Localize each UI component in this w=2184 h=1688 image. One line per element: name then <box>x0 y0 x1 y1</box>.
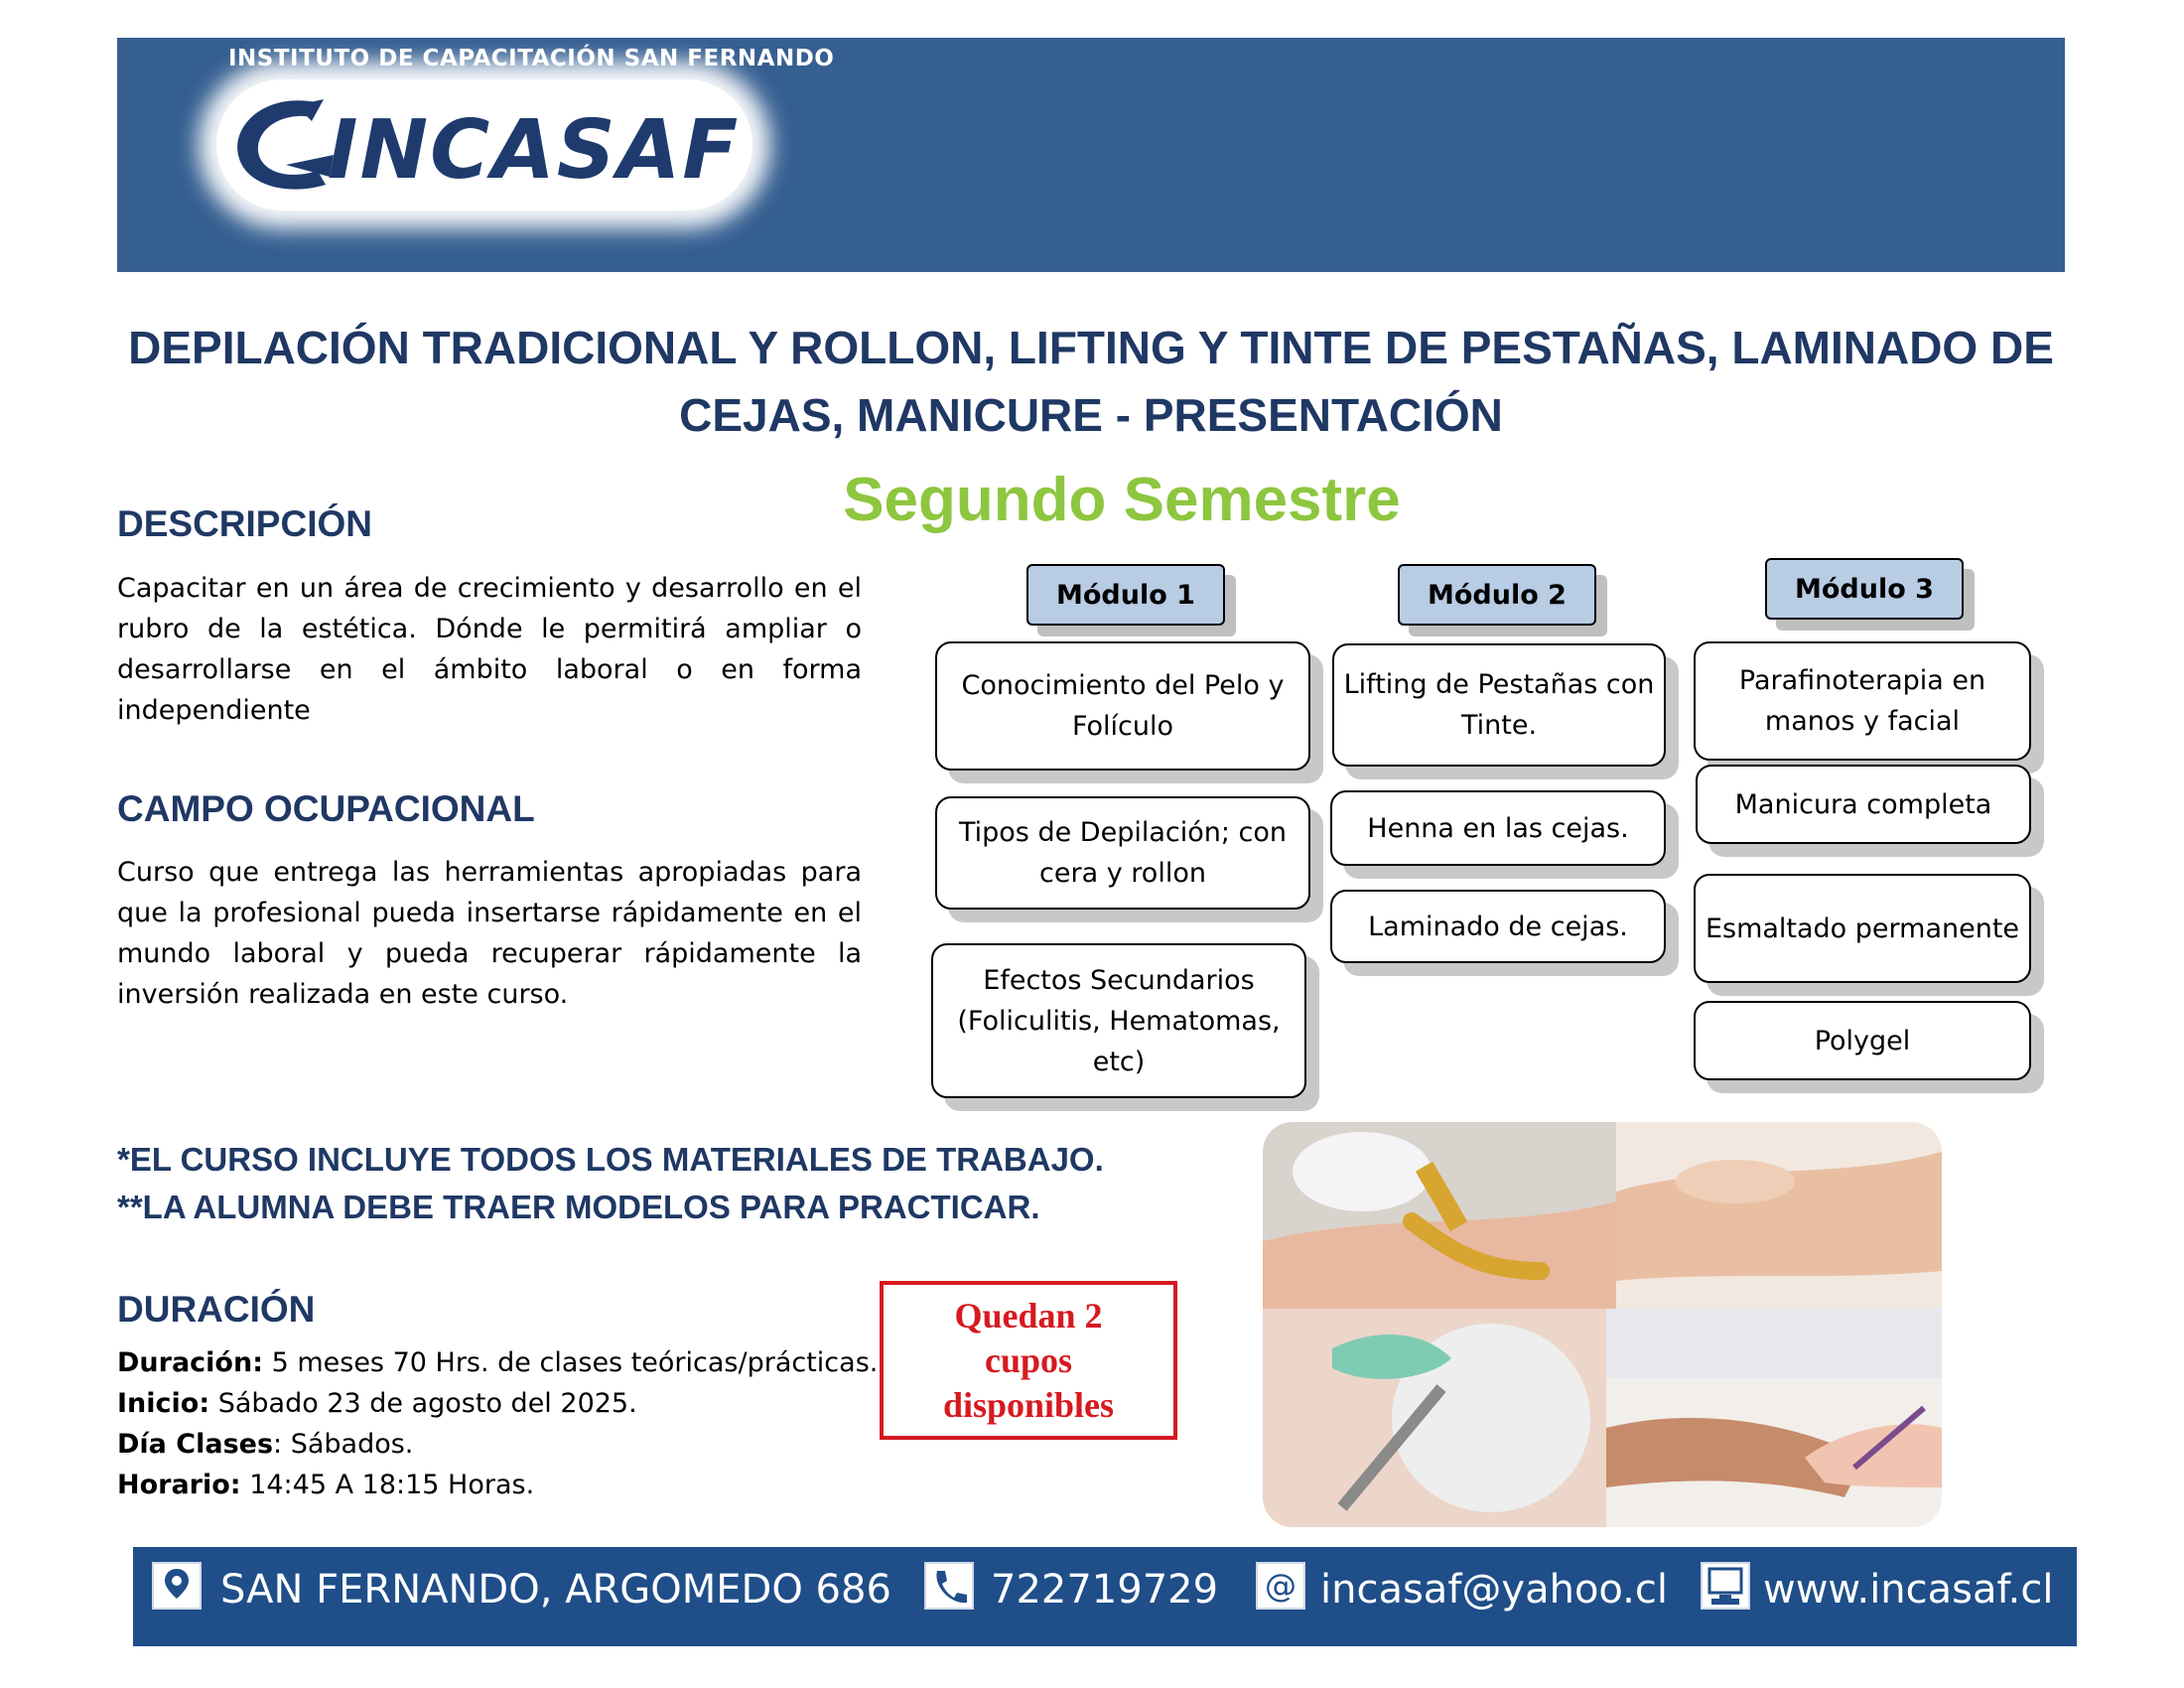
duration-details <box>117 1342 878 1505</box>
waxing-photo <box>1263 1122 1616 1309</box>
note-models: **LA ALUMNA DEBE TRAER MODELOS PARA PRACTICAR. <box>117 1189 1040 1225</box>
module-2-item: Henna en las cejas. <box>1330 790 1666 866</box>
logo-wordmark: INCASAF <box>328 103 741 198</box>
start-line: Inicio: Sábado 23 de agosto del 2025. <box>117 1388 637 1419</box>
duration-line: Duración: 5 meses 70 Hrs. de clases teóricas/prácticas. <box>117 1347 879 1378</box>
module-3-item: Polygel <box>1694 1001 2031 1080</box>
photo-collage <box>1263 1122 1942 1527</box>
module-3-item: Manicura completa <box>1696 765 2031 844</box>
page-title: DEPILACIÓN TRADICIONAL Y ROLLON, LIFTING Y TINTE DE PESTAÑAS, LAMINADO DE CEJAS, MANICURE - PRESENTACIÓN <box>128 322 2054 441</box>
footer-website[interactable]: www.incasaf.cl <box>1763 1567 2054 1613</box>
svg-text:@: @ <box>1265 1567 1297 1605</box>
schedule-line: Horario: 14:45 A 18:15 Horas. <box>117 1470 535 1500</box>
campo-text: Curso que entrega las herramientas apropiadas para que la profesional pueda insertarse rápidamente en el mundo laboral y pueda recuperar rápidamente la inversión realizada en este curso. <box>117 857 862 1010</box>
module-2-item: Lifting de Pestañas con Tinte. <box>1332 643 1666 767</box>
course-notes <box>117 1136 1104 1231</box>
module-2-item: Laminado de cejas. <box>1330 890 1666 963</box>
footer-email[interactable]: incasaf@yahoo.cl <box>1320 1567 1668 1613</box>
description-text: Capacitar en un área de crecimiento y desarrollo en el rubro de la estética. Dónde le permitirá ampliar o desarrollarse en el ámbito laboral o en forma independiente <box>117 573 862 726</box>
campo-heading: CAMPO OCUPACIONAL <box>117 788 535 829</box>
location-icon <box>151 1561 203 1611</box>
leg-photo <box>1616 1122 1942 1309</box>
contact-footer <box>133 1547 2077 1646</box>
note-materials: *EL CURSO INCLUYE TODOS LOS MATERIALES DE TRABAJO. <box>117 1141 1104 1178</box>
module-3-item: Parafinoterapia en manos y facial <box>1694 641 2031 761</box>
class-day-line: Día Clases: Sábados. <box>117 1429 414 1460</box>
module-1-item: Conocimiento del Pelo y Folículo <box>935 641 1310 771</box>
module-1-header: Módulo 1 <box>1026 564 1225 626</box>
lash-lift-photo <box>1263 1309 1606 1527</box>
email-icon <box>1255 1561 1306 1611</box>
phone-icon <box>923 1561 975 1611</box>
manicure-photo <box>1606 1309 1942 1527</box>
semester-subtitle: Segundo Semestre <box>843 466 1401 534</box>
module-1-item: Tipos de Depilación; con cera y rollon <box>935 796 1310 910</box>
module-2-header: Módulo 2 <box>1398 564 1596 626</box>
footer-address: SAN FERNANDO, ARGOMEDO 686 <box>220 1567 891 1613</box>
module-1-item: Efectos Secundarios (Foliculitis, Hematomas, etc) <box>931 943 1306 1098</box>
institute-name: INSTITUTO DE CAPACITACIÓN SAN FERNANDO <box>228 46 835 71</box>
footer-phone: 722719729 <box>991 1567 1219 1613</box>
availability-notice: Quedan 2 cupos disponibles <box>880 1281 1177 1440</box>
description-heading: DESCRIPCIÓN <box>117 503 372 544</box>
module-3-header: Módulo 3 <box>1765 558 1964 620</box>
module-3-item: Esmaltado permanente <box>1694 874 2031 983</box>
duration-heading: DURACIÓN <box>117 1289 316 1330</box>
computer-icon <box>1700 1561 1751 1611</box>
